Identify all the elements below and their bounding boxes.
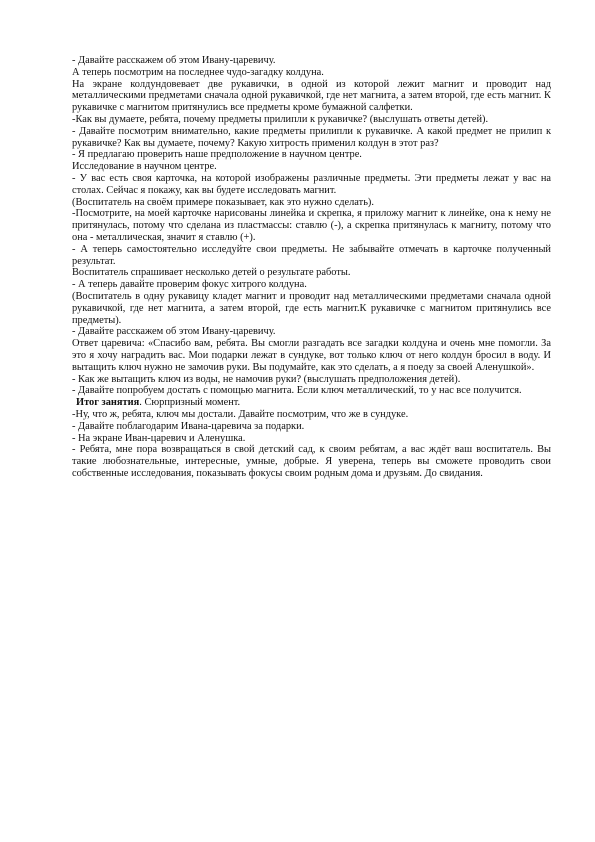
- paragraph: - Давайте расскажем об этом Ивану-царевичу.: [72, 55, 276, 66]
- section-heading: Исследование в научном центре.: [72, 161, 217, 173]
- paragraph: - У вас есть своя карточка, на которой изображены различные предметы. Эти предметы лежат у вас на столах. Сейчас я покажу, как вы будете исследовать магнит.: [72, 172, 551, 196]
- paragraph: -Как вы думаете, ребята, почему предметы прилипли к рукавичке? (выслушать ответы детей).: [72, 113, 489, 125]
- summary-rest: . Сюрпризный момент.: [139, 397, 241, 409]
- paragraph: - А теперь давайте проверим фокус хитрого колдуна.: [72, 279, 307, 291]
- paragraph: - Как же вытащить ключ из воды, не намочив руки? (выслушать предположения детей).: [72, 373, 461, 385]
- paragraph: - Давайте расскажем об этом Ивану-царевичу.: [72, 326, 276, 338]
- paragraph: - Я предлагаю проверить наше предположение в научном центре.: [72, 149, 362, 161]
- summary-heading: Итог занятия: [76, 397, 140, 409]
- paragraph: Воспитатель спрашивает несколько детей о результате работы.: [72, 267, 351, 279]
- paragraph: - Ребята, мне пора возвращаться в свой детский сад, к своим ребятам, а вас ждёт ваш воспитатель. Вы такие любознательные, интересные, умные, добрые. Я уверена, теперь вы сможете проводить свои собственные исследования, показывать фокусы своим родным дома и друзьям. До свидания.: [72, 444, 551, 479]
- paragraph: - А теперь самостоятельно исследуйте свои предметы. Не забывайте отмечать в карточке полученный результат.: [72, 243, 551, 267]
- summary-line: [72, 397, 551, 409]
- document-page: [72, 55, 551, 480]
- paragraph: Ответ царевича: «Спасибо вам, ребята. Вы смогли разгадать все загадки колдуна и очень мне помогли. За это я хочу наградить вас. Мои подарки лежат в сундуке, вот только ключ от него колдун бросил в воду. И вытащить ключ нужно не замочив руки. Вы подумайте, как это сделать, а я поеду за своей Аленушкой».: [72, 338, 551, 373]
- paragraph: -Ну, что ж, ребята, ключ мы достали. Давайте посмотрим, что же в сундуке.: [72, 408, 409, 420]
- paragraph: - На экране Иван-царевич и Аленушка.: [72, 432, 246, 444]
- paragraph: А теперь посмотрим на последнее чудо-загадку колдуна.: [72, 66, 324, 78]
- paragraph: - Давайте посмотрим внимательно, какие предметы прилипли к рукавичке. А какой предмет не прилип к рукавичке? Как вы думаете, почему? Какую хитрость применил колдун в этот раз?: [72, 125, 551, 149]
- paragraph: - Давайте поблагодарим Ивана-царевича за подарки.: [72, 420, 305, 432]
- paragraph: На экране колдундовевает две рукавички, в одной из которой лежит магнит и проводит над металлическими предметами сначала одной рукавичкой, где нет магнита, а затем второй, где есть магнит. К рукавичке с магнитом притянулись все предметы кроме бумажной салфетки.: [72, 78, 551, 114]
- paragraph: (Воспитатель в одну рукавицу кладет магнит и проводит над металлическими предметами сначала одной рукавичкой, где нет магнита, а затем второй, где есть магнит.К рукавичке с магнитом притянулись все предметы).: [72, 290, 551, 326]
- paragraph: (Воспитатель на своём примере показывает, как это нужно сделать).: [72, 196, 374, 208]
- paragraph: -Посмотрите, на моей карточке нарисованы линейка и скрепка, я приложу магнит к линейке, она к нему не притянулась, потому что сделана из пластмассы: ставлю (-), а скрепка притянулась к магниту, потому что она - металлическая, значит я ставлю (+).: [72, 208, 551, 243]
- paragraph: - Давайте попробуем достать с помощью магнита. Если ключ металлический, то у нас все получится.: [72, 385, 522, 397]
